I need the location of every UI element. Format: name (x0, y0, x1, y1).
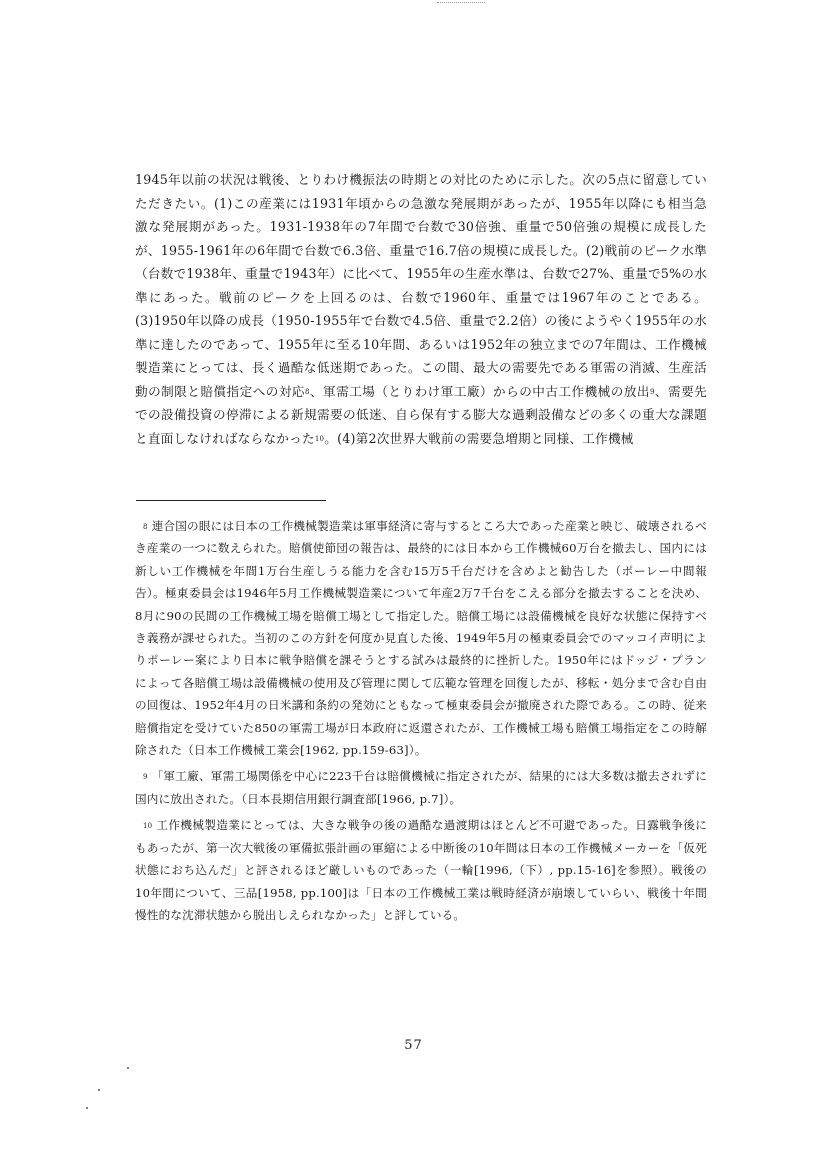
footnote-ref-10: 10 (314, 434, 325, 443)
footnote-text: 連合国の眼には日本の工作機械製造業は軍事経済に寄与するところ大であった産業と映じ、破壊されるべき産業の一つに数えられた。賠償使節団の報告は、最終的には日本から工作機械60万台を撤去し、国内には新しい工作機械を年間1万台生産しうる能力を含む15万5千台だけを含めよと勧告した（ポーレー中間報告）。極東委員会は1946年5月工作機械製造業について年産2万7千台をこえる部分を撤去することを決め、8月に90の民間の工作機械工場を賠償工場として指定した。賠償工場には設備機械を良好な状態に保持すべき義務が課せられた。当初のこの方針を何度か見直した後、1949年5月の極東委員会でのマッコイ声明によりポーレー案により日本に戦争賠償を課そうとする試みは最終的に挫折した。1950年にはドッジ・プランによって各賠償工場は設備機械の使用及び管理に関して広範な管理を回復したが、移転・処分まで含む自由の回復は、1952年4月の日米講和条約の発効にともなって極東委員会が撤廃された際である。この時、従来賠償指定を受けていた850の軍需工場が日本政府に返還されたが、工作機械工場も賠償工場指定をこの時解除された（日本工作機械工業会[1962, pp.159-63]）。 (135, 519, 707, 758)
footnote-8 (135, 515, 707, 761)
scan-top-mark (437, 2, 485, 3)
scan-speck (98, 1089, 100, 1091)
footnote-number: 8 (143, 523, 148, 531)
footnote-9 (135, 765, 707, 810)
scan-speck (127, 1067, 129, 1069)
footnote-10 (135, 814, 707, 926)
footnote-ref-8: 8 (305, 387, 310, 396)
scan-speck (86, 1107, 88, 1109)
footnote-number: 10 (143, 822, 153, 831)
footnote-divider (136, 500, 326, 501)
footnote-ref-9: 9 (649, 387, 655, 396)
footnote-number: 9 (143, 773, 148, 782)
page-number: 57 (404, 1038, 423, 1053)
body-paragraph (135, 168, 707, 450)
footnote-text: 「軍工廠、軍需工場関係を中心に223千台は賠償機械に指定されたが、結果的には大多数は撤去されずに国内に放出された。（日本長期信用銀行調査部[1966, p.7]）。 (135, 769, 708, 806)
footnote-text: 工作機械製造業にとっては、大きな戦争の後の過酷な過渡期はほとんど不可避であった。日露戦争後にもあったが、第一次大戦後の軍備拡張計画の軍縮による中断後の10年間は日本の工作機械メーカーを「仮死状態におち込んだ」と評されるほど厳しいものであった（一輪[1996,（下）, pp.15-16]を参照）。戦後の10年間について、三品[1958, pp.100]は「日本の工作機械工業は戦時経済が崩壊していらい、戦後十年間慢性的な沈滞状態から脱出しえられなかった」と評している。 (135, 818, 707, 922)
paragraph-text: 1945年以前の状況は戦後、とりわけ機振法の時期との対比のために示した。次の5点に留意していただきたい。(1)この産業には1931年頃からの急激な発展期があったが、1955年以降にも相当急激な発展期があった。1931-1938年の7年間で台数で30倍強、重量で50倍強の規模に成長したが、1955-1961年の6年間で台数で6.3倍、重量で16.7倍の規模に成長した。(2)戦前のピーク水準（台数で1938年、重量で1943年）に比べて、1955年の生産水準は、台数で27%、重量で5%の水準にあった。戦前のピークを上回るのは、台数で1960年、重量では1967年のことである。(3)1950年以降の成長（1950-1955年で台数で4.5倍、重量で2.2倍）の後にようやく1955年の水準に達したのであって、1955年に至る10年間、あるいは1952年の独立までの7年間は、工作機械製造業にとっては、長く過酷な低迷期であった。この間、最大の需要先である軍需の消滅、生産活動の制限と賠償指定への対応$^8$、軍需工場（とりわけ軍工廠）からの中古工作機械の放出$^9$、需要先での設備投資の停滞による新規需要の低迷、自ら保有する膨大な過剰設備などの多くの重大な課題と直面しなければならなかった$^{10}$。(4)第2次世界大戦前の需要急増期と同様、工作機械 (135, 172, 708, 446)
footnotes (135, 515, 707, 930)
